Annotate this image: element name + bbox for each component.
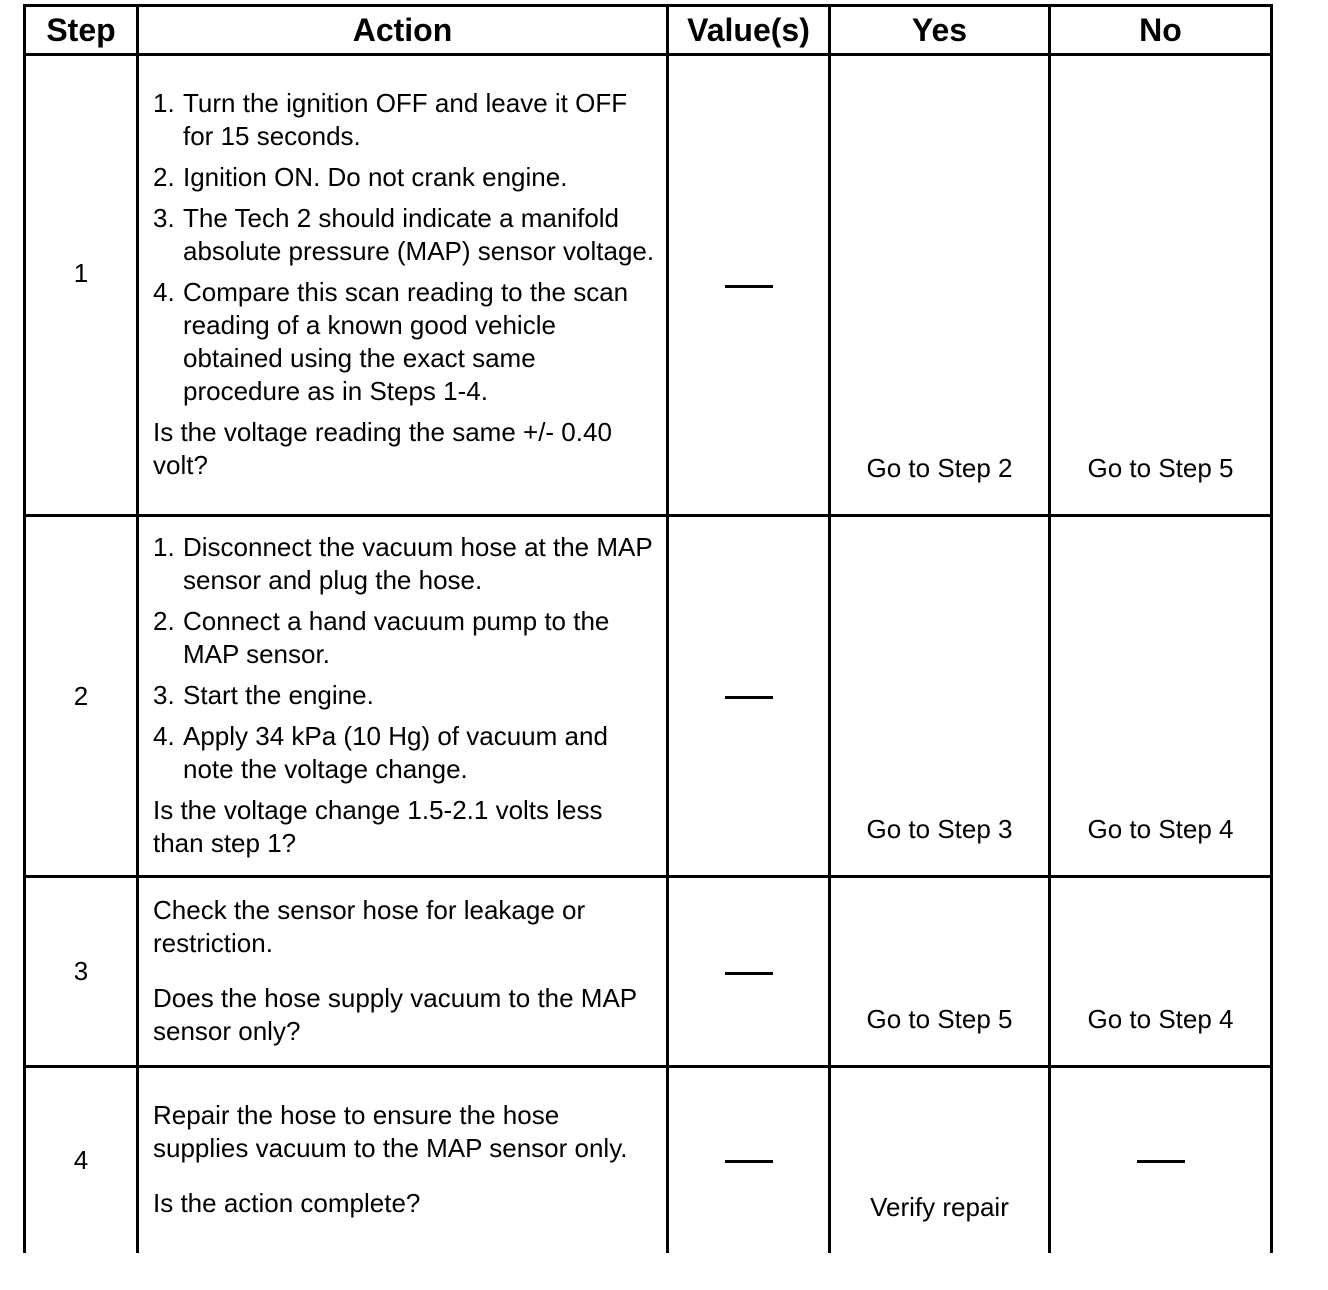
yes-cell xyxy=(830,55,1050,516)
value-cell xyxy=(668,1067,830,1253)
action-step-item: 4. Apply 34 kPa (10 Hg) of vacuum and note the voltage change. xyxy=(153,720,608,784)
yes-goto: Verify repair xyxy=(870,1191,1009,1222)
header-action: Action xyxy=(138,6,668,55)
table-row xyxy=(25,877,1272,1067)
action-cell xyxy=(138,1067,668,1253)
action-steps xyxy=(153,531,656,786)
yes-goto: Go to Step 2 xyxy=(866,453,1013,483)
no-goto: Go to Step 4 xyxy=(1087,1004,1234,1034)
action-step-item: 4. Compare this scan reading to the scan reading of a known good vehicle obtained using the exact same procedure as in Steps 1-4. xyxy=(153,276,629,406)
header-values: Value(s) xyxy=(668,6,830,55)
step-number: 1 xyxy=(25,55,138,516)
value-cell xyxy=(668,877,830,1067)
no-cell xyxy=(1050,1067,1272,1253)
action-question: Is the voltage reading the same +/- 0.40 volt? xyxy=(153,416,612,480)
action-text: Check the sensor hose for leakage or restriction. xyxy=(153,894,586,958)
no-cell xyxy=(1050,877,1272,1067)
action-step-item: 2. Ignition ON. Do not crank engine. xyxy=(153,161,568,192)
header-step: Step xyxy=(25,6,138,55)
no-goto: Go to Step 4 xyxy=(1087,814,1234,844)
action-step-item: 1. Turn the ignition OFF and leave it OFF for 15 seconds. xyxy=(153,87,628,151)
step-number: 3 xyxy=(25,877,138,1067)
header-row xyxy=(25,6,1272,55)
value-dash xyxy=(725,972,773,975)
action-cell xyxy=(138,516,668,877)
action-step-item: 1. Disconnect the vacuum hose at the MAP sensor and plug the hose. xyxy=(153,531,653,595)
table-row xyxy=(25,1067,1272,1253)
table-row xyxy=(25,55,1272,516)
action-cell xyxy=(138,55,668,516)
yes-goto: Go to Step 3 xyxy=(866,814,1013,844)
action-question: Is the voltage change 1.5-2.1 volts less than step 1? xyxy=(153,794,603,858)
value-cell xyxy=(668,55,830,516)
action-text: Repair the hose to ensure the hose supplies vacuum to the MAP sensor only. xyxy=(153,1099,628,1163)
action-step-item: 3. Start the engine. xyxy=(153,679,374,710)
no-goto: Go to Step 5 xyxy=(1087,453,1234,483)
action-step-item: 3. The Tech 2 should indicate a manifold absolute pressure (MAP) sensor voltage. xyxy=(153,202,655,266)
yes-cell xyxy=(830,877,1050,1067)
header-no: No xyxy=(1050,6,1272,55)
action-step-item: 2. Connect a hand vacuum pump to the MAP sensor. xyxy=(153,605,610,669)
yes-cell xyxy=(830,516,1050,877)
step-number: 4 xyxy=(25,1067,138,1253)
header-yes: Yes xyxy=(830,6,1050,55)
value-dash xyxy=(725,285,773,288)
no-cell xyxy=(1050,516,1272,877)
action-question: Does the hose supply vacuum to the MAP sensor only? xyxy=(153,982,637,1046)
no-cell xyxy=(1050,55,1272,516)
no-dash xyxy=(1137,1160,1185,1163)
value-dash xyxy=(725,696,773,699)
action-steps xyxy=(153,87,656,408)
table-row xyxy=(25,516,1272,877)
value-cell xyxy=(668,516,830,877)
yes-cell xyxy=(830,1067,1050,1253)
action-cell xyxy=(138,877,668,1067)
step-number: 2 xyxy=(25,516,138,877)
action-question: Is the action complete? xyxy=(153,1187,421,1218)
value-dash xyxy=(725,1160,773,1163)
yes-goto: Go to Step 5 xyxy=(866,1004,1013,1034)
diagnostic-table xyxy=(23,4,1273,1253)
